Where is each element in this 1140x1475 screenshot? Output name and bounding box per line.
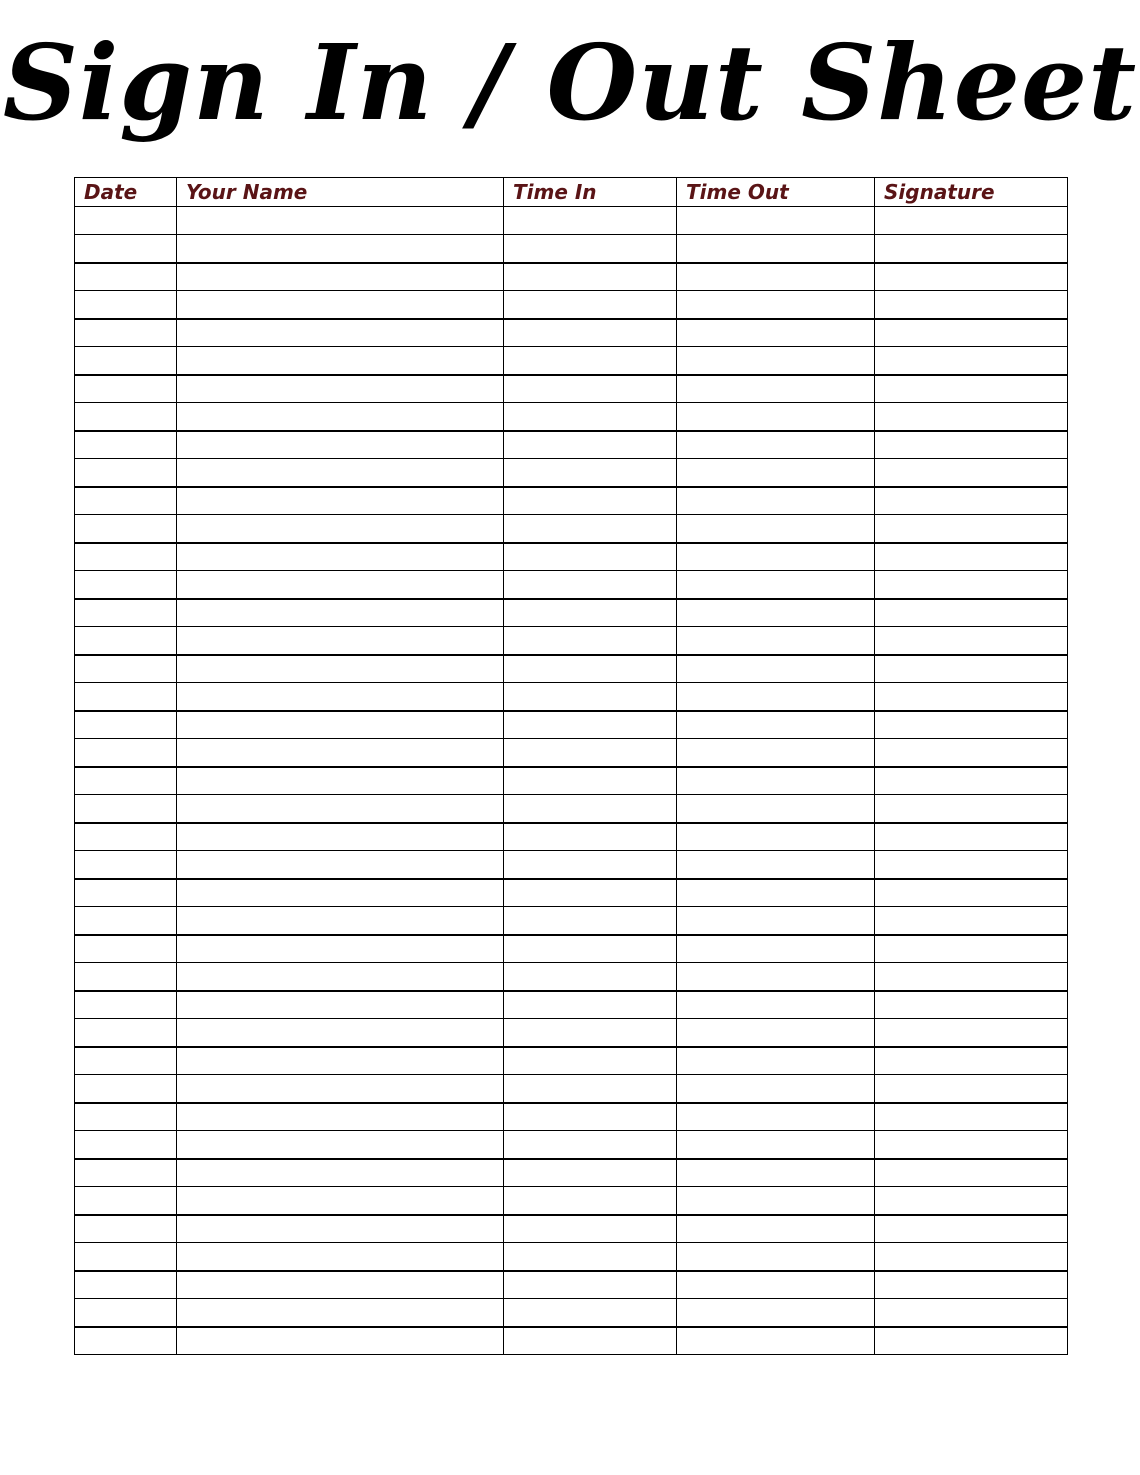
- table-row: [75, 1047, 1068, 1075]
- signature-cell[interactable]: [875, 683, 1068, 711]
- time-out-cell[interactable]: [677, 1159, 875, 1187]
- name-cell[interactable]: [177, 1327, 504, 1355]
- signature-cell[interactable]: [875, 935, 1068, 963]
- time-out-cell[interactable]: [677, 823, 875, 851]
- signature-cell[interactable]: [875, 235, 1068, 263]
- name-cell[interactable]: [177, 1075, 504, 1103]
- table-row: [75, 907, 1068, 935]
- signature-cell[interactable]: [875, 599, 1068, 627]
- time-out-cell[interactable]: [677, 655, 875, 683]
- name-cell[interactable]: [177, 739, 504, 767]
- name-cell[interactable]: [177, 1187, 504, 1215]
- time-in-cell[interactable]: [504, 1075, 677, 1103]
- date-cell[interactable]: [75, 739, 177, 767]
- time-out-cell[interactable]: [677, 795, 875, 823]
- table-row: [75, 1131, 1068, 1159]
- table-row: [75, 795, 1068, 823]
- table-row: [75, 1271, 1068, 1299]
- table-row: [75, 1187, 1068, 1215]
- signature-cell[interactable]: [875, 487, 1068, 515]
- table-row: [75, 1327, 1068, 1355]
- time-in-cell[interactable]: [504, 1271, 677, 1299]
- time-in-cell[interactable]: [504, 711, 677, 739]
- table-row: [75, 1019, 1068, 1047]
- date-cell[interactable]: [75, 431, 177, 459]
- signature-cell[interactable]: [875, 627, 1068, 655]
- name-cell[interactable]: [177, 207, 504, 235]
- signature-cell[interactable]: [875, 907, 1068, 935]
- name-cell[interactable]: [177, 1159, 504, 1187]
- time-in-cell[interactable]: [504, 655, 677, 683]
- time-out-cell[interactable]: [677, 515, 875, 543]
- name-cell[interactable]: [177, 1019, 504, 1047]
- name-cell[interactable]: [177, 487, 504, 515]
- name-cell[interactable]: [177, 851, 504, 879]
- table-row: [75, 627, 1068, 655]
- signature-cell[interactable]: [875, 1187, 1068, 1215]
- name-cell[interactable]: [177, 655, 504, 683]
- date-cell[interactable]: [75, 319, 177, 347]
- date-cell[interactable]: [75, 1047, 177, 1075]
- table-row: [75, 851, 1068, 879]
- signature-cell[interactable]: [875, 319, 1068, 347]
- name-cell[interactable]: [177, 571, 504, 599]
- time-out-cell[interactable]: [677, 403, 875, 431]
- time-in-cell[interactable]: [504, 879, 677, 907]
- table-row: [75, 739, 1068, 767]
- time-in-cell[interactable]: [504, 1159, 677, 1187]
- time-out-cell[interactable]: [677, 1103, 875, 1131]
- signature-cell[interactable]: [875, 879, 1068, 907]
- date-cell[interactable]: [75, 1159, 177, 1187]
- table-row: [75, 1299, 1068, 1327]
- date-cell[interactable]: [75, 543, 177, 571]
- table-row: [75, 963, 1068, 991]
- signature-cell[interactable]: [875, 711, 1068, 739]
- signature-cell[interactable]: [875, 823, 1068, 851]
- time-in-cell[interactable]: [504, 683, 677, 711]
- time-out-cell[interactable]: [677, 543, 875, 571]
- time-in-cell[interactable]: [504, 459, 677, 487]
- time-out-cell[interactable]: [677, 431, 875, 459]
- time-out-cell[interactable]: [677, 599, 875, 627]
- name-cell[interactable]: [177, 1131, 504, 1159]
- table-row: [75, 711, 1068, 739]
- signature-cell[interactable]: [875, 431, 1068, 459]
- date-cell[interactable]: [75, 1019, 177, 1047]
- time-in-cell[interactable]: [504, 1103, 677, 1131]
- signature-cell[interactable]: [875, 1019, 1068, 1047]
- date-cell[interactable]: [75, 291, 177, 319]
- time-in-cell[interactable]: [504, 1047, 677, 1075]
- table-row: [75, 543, 1068, 571]
- table-body: [75, 207, 1068, 1355]
- time-in-cell[interactable]: [504, 347, 677, 375]
- signature-cell[interactable]: [875, 963, 1068, 991]
- table-row: [75, 487, 1068, 515]
- signature-cell[interactable]: [875, 1047, 1068, 1075]
- time-in-cell[interactable]: [504, 767, 677, 795]
- signature-cell[interactable]: [875, 1243, 1068, 1271]
- date-cell[interactable]: [75, 963, 177, 991]
- date-cell[interactable]: [75, 879, 177, 907]
- time-out-cell[interactable]: [677, 459, 875, 487]
- column-header-date: Date: [75, 178, 177, 207]
- name-cell[interactable]: [177, 683, 504, 711]
- name-cell[interactable]: [177, 263, 504, 291]
- date-cell[interactable]: [75, 347, 177, 375]
- table-row: [75, 1159, 1068, 1187]
- time-out-cell[interactable]: [677, 1019, 875, 1047]
- sign-in-table: [74, 177, 1068, 1355]
- signature-cell[interactable]: [875, 1299, 1068, 1327]
- date-cell[interactable]: [75, 851, 177, 879]
- signature-cell[interactable]: [875, 767, 1068, 795]
- time-out-cell[interactable]: [677, 291, 875, 319]
- time-in-cell[interactable]: [504, 991, 677, 1019]
- name-cell[interactable]: [177, 935, 504, 963]
- time-out-cell[interactable]: [677, 235, 875, 263]
- time-out-cell[interactable]: [677, 1243, 875, 1271]
- time-in-cell[interactable]: [504, 319, 677, 347]
- date-cell[interactable]: [75, 1243, 177, 1271]
- name-cell[interactable]: [177, 907, 504, 935]
- time-out-cell[interactable]: [677, 487, 875, 515]
- date-cell[interactable]: [75, 1299, 177, 1327]
- time-out-cell[interactable]: [677, 263, 875, 291]
- time-out-cell[interactable]: [677, 711, 875, 739]
- table-row: [75, 459, 1068, 487]
- time-out-cell[interactable]: [677, 879, 875, 907]
- table-row: [75, 1103, 1068, 1131]
- time-out-cell[interactable]: [677, 1215, 875, 1243]
- time-in-cell[interactable]: [504, 431, 677, 459]
- time-in-cell[interactable]: [504, 1299, 677, 1327]
- name-cell[interactable]: [177, 795, 504, 823]
- time-out-cell[interactable]: [677, 627, 875, 655]
- time-out-cell[interactable]: [677, 1131, 875, 1159]
- table-row: [75, 291, 1068, 319]
- date-cell[interactable]: [75, 1271, 177, 1299]
- time-out-cell[interactable]: [677, 991, 875, 1019]
- table-row: [75, 1243, 1068, 1271]
- name-cell[interactable]: [177, 515, 504, 543]
- name-cell[interactable]: [177, 711, 504, 739]
- time-out-cell[interactable]: [677, 1047, 875, 1075]
- time-in-cell[interactable]: [504, 263, 677, 291]
- time-out-cell[interactable]: [677, 767, 875, 795]
- time-out-cell[interactable]: [677, 375, 875, 403]
- date-cell[interactable]: [75, 683, 177, 711]
- date-cell[interactable]: [75, 375, 177, 403]
- column-header-signature: Signature: [875, 178, 1068, 207]
- date-cell[interactable]: [75, 823, 177, 851]
- date-cell[interactable]: [75, 459, 177, 487]
- table-row: [75, 347, 1068, 375]
- signature-cell[interactable]: [875, 655, 1068, 683]
- name-cell[interactable]: [177, 403, 504, 431]
- time-in-cell[interactable]: [504, 599, 677, 627]
- time-out-cell[interactable]: [677, 1271, 875, 1299]
- name-cell[interactable]: [177, 1215, 504, 1243]
- date-cell[interactable]: [75, 571, 177, 599]
- name-cell[interactable]: [177, 319, 504, 347]
- table-row: [75, 235, 1068, 263]
- table-row: [75, 823, 1068, 851]
- time-in-cell[interactable]: [504, 291, 677, 319]
- table-row: [75, 599, 1068, 627]
- signature-cell[interactable]: [875, 991, 1068, 1019]
- time-in-cell[interactable]: [504, 963, 677, 991]
- table-row: [75, 319, 1068, 347]
- date-cell[interactable]: [75, 263, 177, 291]
- date-cell[interactable]: [75, 1131, 177, 1159]
- table-row: [75, 1215, 1068, 1243]
- name-cell[interactable]: [177, 347, 504, 375]
- time-in-cell[interactable]: [504, 907, 677, 935]
- table-row: [75, 767, 1068, 795]
- signature-cell[interactable]: [875, 571, 1068, 599]
- name-cell[interactable]: [177, 991, 504, 1019]
- table-row: [75, 263, 1068, 291]
- time-out-cell[interactable]: [677, 347, 875, 375]
- date-cell[interactable]: [75, 711, 177, 739]
- time-in-cell[interactable]: [504, 739, 677, 767]
- time-out-cell[interactable]: [677, 1187, 875, 1215]
- time-in-cell[interactable]: [504, 935, 677, 963]
- time-out-cell[interactable]: [677, 319, 875, 347]
- name-cell[interactable]: [177, 1243, 504, 1271]
- name-cell[interactable]: [177, 599, 504, 627]
- name-cell[interactable]: [177, 879, 504, 907]
- time-in-cell[interactable]: [504, 1215, 677, 1243]
- table-row: [75, 375, 1068, 403]
- signature-cell[interactable]: [875, 291, 1068, 319]
- date-cell[interactable]: [75, 599, 177, 627]
- table-header-row: [75, 178, 1068, 207]
- signature-cell[interactable]: [875, 1103, 1068, 1131]
- table-row: [75, 571, 1068, 599]
- time-out-cell[interactable]: [677, 935, 875, 963]
- name-cell[interactable]: [177, 1271, 504, 1299]
- table-row: [75, 431, 1068, 459]
- signature-cell[interactable]: [875, 739, 1068, 767]
- signature-cell[interactable]: [875, 207, 1068, 235]
- date-cell[interactable]: [75, 235, 177, 263]
- name-cell[interactable]: [177, 1047, 504, 1075]
- date-cell[interactable]: [75, 795, 177, 823]
- column-header-time-out: Time Out: [677, 178, 875, 207]
- signature-cell[interactable]: [875, 1215, 1068, 1243]
- signature-cell[interactable]: [875, 795, 1068, 823]
- time-in-cell[interactable]: [504, 1243, 677, 1271]
- time-in-cell[interactable]: [504, 571, 677, 599]
- table-row: [75, 403, 1068, 431]
- name-cell[interactable]: [177, 431, 504, 459]
- time-out-cell[interactable]: [677, 739, 875, 767]
- date-cell[interactable]: [75, 991, 177, 1019]
- signature-cell[interactable]: [875, 1075, 1068, 1103]
- name-cell[interactable]: [177, 291, 504, 319]
- time-in-cell[interactable]: [504, 1131, 677, 1159]
- date-cell[interactable]: [75, 403, 177, 431]
- time-in-cell[interactable]: [504, 515, 677, 543]
- signature-cell[interactable]: [875, 1131, 1068, 1159]
- date-cell[interactable]: [75, 907, 177, 935]
- page-title: Sign In / Out Sheet: [2, 21, 1138, 144]
- column-header-name: Your Name: [177, 178, 504, 207]
- date-cell[interactable]: [75, 1075, 177, 1103]
- signature-cell[interactable]: [875, 1271, 1068, 1299]
- time-in-cell[interactable]: [504, 1327, 677, 1355]
- date-cell[interactable]: [75, 627, 177, 655]
- time-out-cell[interactable]: [677, 683, 875, 711]
- table-row: [75, 879, 1068, 907]
- time-out-cell[interactable]: [677, 963, 875, 991]
- time-in-cell[interactable]: [504, 235, 677, 263]
- signature-cell[interactable]: [875, 1159, 1068, 1187]
- table-row: [75, 515, 1068, 543]
- name-cell[interactable]: [177, 627, 504, 655]
- time-in-cell[interactable]: [504, 795, 677, 823]
- name-cell[interactable]: [177, 823, 504, 851]
- column-header-time-in: Time In: [504, 178, 677, 207]
- name-cell[interactable]: [177, 543, 504, 571]
- date-cell[interactable]: [75, 1215, 177, 1243]
- time-in-cell[interactable]: [504, 1187, 677, 1215]
- table-row: [75, 935, 1068, 963]
- signature-cell[interactable]: [875, 851, 1068, 879]
- signature-cell[interactable]: [875, 403, 1068, 431]
- time-out-cell[interactable]: [677, 907, 875, 935]
- signature-cell[interactable]: [875, 347, 1068, 375]
- time-out-cell[interactable]: [677, 851, 875, 879]
- table-row: [75, 991, 1068, 1019]
- date-cell[interactable]: [75, 1103, 177, 1131]
- date-cell[interactable]: [75, 767, 177, 795]
- time-in-cell[interactable]: [504, 627, 677, 655]
- time-in-cell[interactable]: [504, 823, 677, 851]
- date-cell[interactable]: [75, 1187, 177, 1215]
- name-cell[interactable]: [177, 767, 504, 795]
- table-row: [75, 683, 1068, 711]
- time-out-cell[interactable]: [677, 207, 875, 235]
- time-in-cell[interactable]: [504, 403, 677, 431]
- date-cell[interactable]: [75, 207, 177, 235]
- name-cell[interactable]: [177, 1103, 504, 1131]
- time-out-cell[interactable]: [677, 571, 875, 599]
- time-in-cell[interactable]: [504, 851, 677, 879]
- name-cell[interactable]: [177, 375, 504, 403]
- signature-cell[interactable]: [875, 515, 1068, 543]
- name-cell[interactable]: [177, 1299, 504, 1327]
- date-cell[interactable]: [75, 1327, 177, 1355]
- name-cell[interactable]: [177, 963, 504, 991]
- time-in-cell[interactable]: [504, 1019, 677, 1047]
- date-cell[interactable]: [75, 655, 177, 683]
- table-row: [75, 207, 1068, 235]
- time-in-cell[interactable]: [504, 375, 677, 403]
- date-cell[interactable]: [75, 515, 177, 543]
- time-in-cell[interactable]: [504, 207, 677, 235]
- signature-cell[interactable]: [875, 1327, 1068, 1355]
- date-cell[interactable]: [75, 487, 177, 515]
- signature-cell[interactable]: [875, 459, 1068, 487]
- date-cell[interactable]: [75, 935, 177, 963]
- name-cell[interactable]: [177, 235, 504, 263]
- table-row: [75, 1075, 1068, 1103]
- signature-cell[interactable]: [875, 543, 1068, 571]
- time-out-cell[interactable]: [677, 1299, 875, 1327]
- signature-cell[interactable]: [875, 375, 1068, 403]
- time-in-cell[interactable]: [504, 487, 677, 515]
- time-in-cell[interactable]: [504, 543, 677, 571]
- time-out-cell[interactable]: [677, 1075, 875, 1103]
- time-out-cell[interactable]: [677, 1327, 875, 1355]
- table-row: [75, 655, 1068, 683]
- signature-cell[interactable]: [875, 263, 1068, 291]
- name-cell[interactable]: [177, 459, 504, 487]
